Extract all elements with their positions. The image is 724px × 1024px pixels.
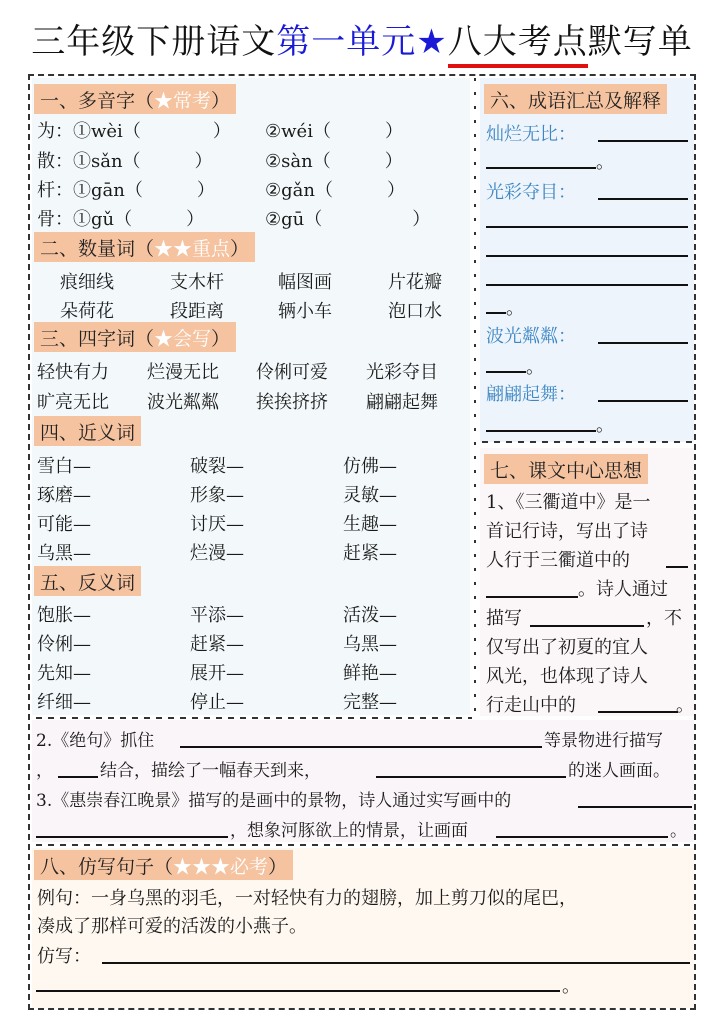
pinyin-2: ②gū（ ） [265, 209, 431, 230]
antonym-item: 伶俐— [37, 634, 91, 655]
section-4-heading: 四、近义词 [34, 416, 141, 446]
divider-right [482, 441, 692, 443]
antonym-item: 平添— [190, 605, 244, 626]
polyphone-row [37, 147, 213, 173]
heading-star-label: ★★重点 [154, 238, 231, 260]
synonym-item: 讨厌— [190, 514, 244, 535]
idiom-term: 灿烂无比： [486, 124, 576, 145]
answer-blank[interactable] [530, 625, 644, 627]
synonym-item: 形象— [190, 485, 244, 506]
answer-blank[interactable] [486, 226, 688, 228]
answer-blank[interactable] [180, 746, 542, 748]
answer-blank[interactable] [486, 284, 688, 286]
section-6-heading: 六、成语汇总及解释 [484, 84, 667, 114]
antonym-item: 先知— [37, 663, 91, 684]
pinyin-2: ②wéi（ ） [265, 121, 403, 142]
summary-text: 结合，描绘了一幅春天到来， [100, 761, 321, 781]
answer-blank[interactable] [598, 198, 688, 200]
answer-blank[interactable] [486, 371, 526, 373]
polyphone-char: 为： [37, 121, 73, 142]
synonym-item: 烂漫— [190, 543, 244, 564]
heading-star-label: ★会写 [154, 328, 212, 350]
polyphone-char: 散： [37, 151, 73, 172]
idiom-term: 波光粼粼： [486, 326, 576, 347]
heading-star-label: ★常考 [154, 90, 212, 112]
four-char-word: 挨挨挤挤 [256, 392, 328, 413]
synonym-item: 生趣— [343, 514, 397, 535]
title-suffix: 默写单 [587, 22, 693, 62]
summary-text: 。诗人通过 [578, 579, 668, 600]
antonym-item: 饱胀— [37, 605, 91, 626]
summary-text: 行走山中的 [486, 695, 576, 716]
four-char-word: 翩翩起舞 [366, 392, 438, 413]
page-title [0, 14, 724, 63]
imitate-answer-line[interactable] [102, 962, 690, 964]
answer-blank[interactable] [376, 776, 566, 778]
summary-text: ，不 [646, 608, 682, 629]
section-1-heading [34, 84, 236, 114]
four-char-word: 伶俐可爱 [256, 362, 328, 383]
answer-blank[interactable] [598, 342, 688, 344]
answer-blank[interactable] [486, 430, 596, 432]
section-7-heading: 七、课文中心思想 [484, 454, 648, 484]
vertical-divider [474, 78, 476, 718]
answer-blank[interactable] [36, 836, 228, 838]
answer-blank[interactable] [58, 776, 98, 778]
summary-text: 2.《绝句》抓住 [36, 731, 155, 751]
title-key-points: 八大考点 [447, 22, 588, 62]
heading-text: 八、仿写句子（ [40, 856, 174, 878]
polyphone-char: 杆： [37, 180, 73, 201]
measure-word: 片花瓣 [388, 272, 442, 293]
summary-text: 人行于三衢道中的 [486, 550, 630, 571]
divider-left [36, 717, 472, 719]
idiom-term: 光彩夺目： [486, 182, 576, 203]
measure-word: 段距离 [170, 301, 224, 322]
polyphone-row [37, 176, 215, 202]
pinyin-1: ①wèi（ ） [73, 121, 231, 142]
four-char-word: 波光粼粼 [147, 392, 219, 413]
antonym-item: 鲜艳— [343, 663, 397, 684]
section-5-heading: 五、反义词 [34, 566, 141, 596]
synonym-item: 乌黑— [37, 543, 91, 564]
heading-end: ） [230, 238, 250, 260]
example-sentence: 例句：一身乌黑的羽毛，一对轻快有力的翅膀，加上剪刀似的尾巴， [37, 888, 577, 909]
answer-blank[interactable] [496, 836, 668, 838]
divider-middle [36, 844, 692, 846]
antonym-item: 活泼— [343, 605, 397, 626]
heading-end: ） [268, 856, 288, 878]
four-char-word: 轻快有力 [37, 362, 109, 383]
summary-text: 描写 [486, 608, 522, 629]
antonym-item: 赶紧— [190, 634, 244, 655]
synonym-item: 赶紧— [343, 543, 397, 564]
section-8-heading [34, 850, 293, 880]
antonym-item: 停止— [190, 692, 244, 713]
summary-text: 。 [670, 821, 687, 841]
period: 。 [596, 415, 614, 436]
antonym-item: 展开— [190, 663, 244, 684]
period: 。 [526, 357, 544, 378]
red-underline [448, 64, 588, 68]
antonym-item: 纤细— [37, 692, 91, 713]
measure-word: 朵荷花 [60, 301, 114, 322]
answer-blank[interactable] [598, 711, 678, 713]
summary-text: ， [36, 761, 53, 781]
antonym-item: 完整— [343, 692, 397, 713]
heading-text: 二、数量词（ [40, 238, 155, 260]
summary-text: 仅写出了初夏的宜人 [486, 637, 648, 658]
answer-blank[interactable] [486, 167, 596, 169]
four-char-word: 光彩夺目 [366, 362, 438, 383]
antonym-item: 乌黑— [343, 634, 397, 655]
four-char-word: 烂漫无比 [147, 362, 219, 383]
heading-text: 三、四字词（ [40, 328, 155, 350]
summary-text: 等景物进行描写 [544, 731, 663, 751]
star-icon: ★ [416, 22, 448, 62]
pinyin-1: ①sǎn（ ） [73, 151, 213, 172]
summary-text: 首记行诗，写出了诗 [486, 521, 648, 542]
measure-word: 痕细线 [60, 272, 114, 293]
synonym-item: 灵敏— [343, 485, 397, 506]
measure-word: 辆小车 [278, 301, 332, 322]
measure-word: 幅图画 [278, 272, 332, 293]
summary-text: 的迷人画面。 [568, 761, 670, 781]
summary-text: 3.《惠崇春江晚景》描写的是画中的景物，诗人通过实写画中的 [36, 791, 512, 811]
period: 。 [562, 976, 580, 997]
heading-star-label: ★★★必考 [173, 856, 269, 878]
synonym-item: 琢磨— [37, 485, 91, 506]
imitate-answer-line[interactable] [36, 990, 560, 992]
summary-text: 风光，也体现了诗人 [486, 666, 648, 687]
polyphone-row [37, 117, 231, 143]
answer-blank[interactable] [486, 596, 578, 598]
polyphone-row [37, 205, 204, 231]
four-char-word: 旷亮无比 [37, 392, 109, 413]
pinyin-2: ②sàn（ ） [265, 151, 403, 172]
answer-blank[interactable] [578, 806, 692, 808]
answer-blank[interactable] [598, 140, 688, 142]
period: 。 [596, 152, 614, 173]
pinyin-2: ②gǎn（ ） [265, 180, 405, 201]
answer-blank[interactable] [486, 312, 506, 314]
polyphone-char: 骨： [37, 209, 73, 230]
pinyin-1: ①gān（ ） [73, 180, 215, 201]
answer-blank[interactable] [598, 400, 688, 402]
title-grade: 三年级下册语文 [31, 22, 277, 62]
measure-word: 泡口水 [388, 301, 442, 322]
summary-text: ，想象河豚欲上的情景，让画面 [230, 821, 468, 841]
period: 。 [506, 298, 524, 319]
pinyin-1: ①gǔ（ ） [73, 209, 205, 230]
synonym-item: 仿佛— [343, 456, 397, 477]
heading-end: ） [211, 90, 231, 112]
measure-word: 支木杆 [170, 272, 224, 293]
answer-blank[interactable] [666, 566, 688, 568]
summary-text: 1、《三衢道中》是一 [486, 492, 651, 513]
imitate-label: 仿写： [37, 946, 91, 967]
heading-end: ） [211, 328, 231, 350]
section-2-heading [34, 232, 255, 262]
answer-blank[interactable] [486, 255, 688, 257]
synonym-item: 可能— [37, 514, 91, 535]
synonym-item: 破裂— [190, 456, 244, 477]
synonym-item: 雪白— [37, 456, 91, 477]
idiom-term: 翩翩起舞： [486, 384, 576, 405]
title-highlight [448, 22, 588, 62]
example-sentence: 凑成了那样可爱的活泼的小燕子。 [37, 916, 307, 937]
summary-text: 。 [676, 695, 694, 716]
title-unit: 第一单元 [276, 22, 417, 62]
section-3-heading [34, 322, 236, 352]
heading-text: 一、多音字（ [40, 90, 155, 112]
